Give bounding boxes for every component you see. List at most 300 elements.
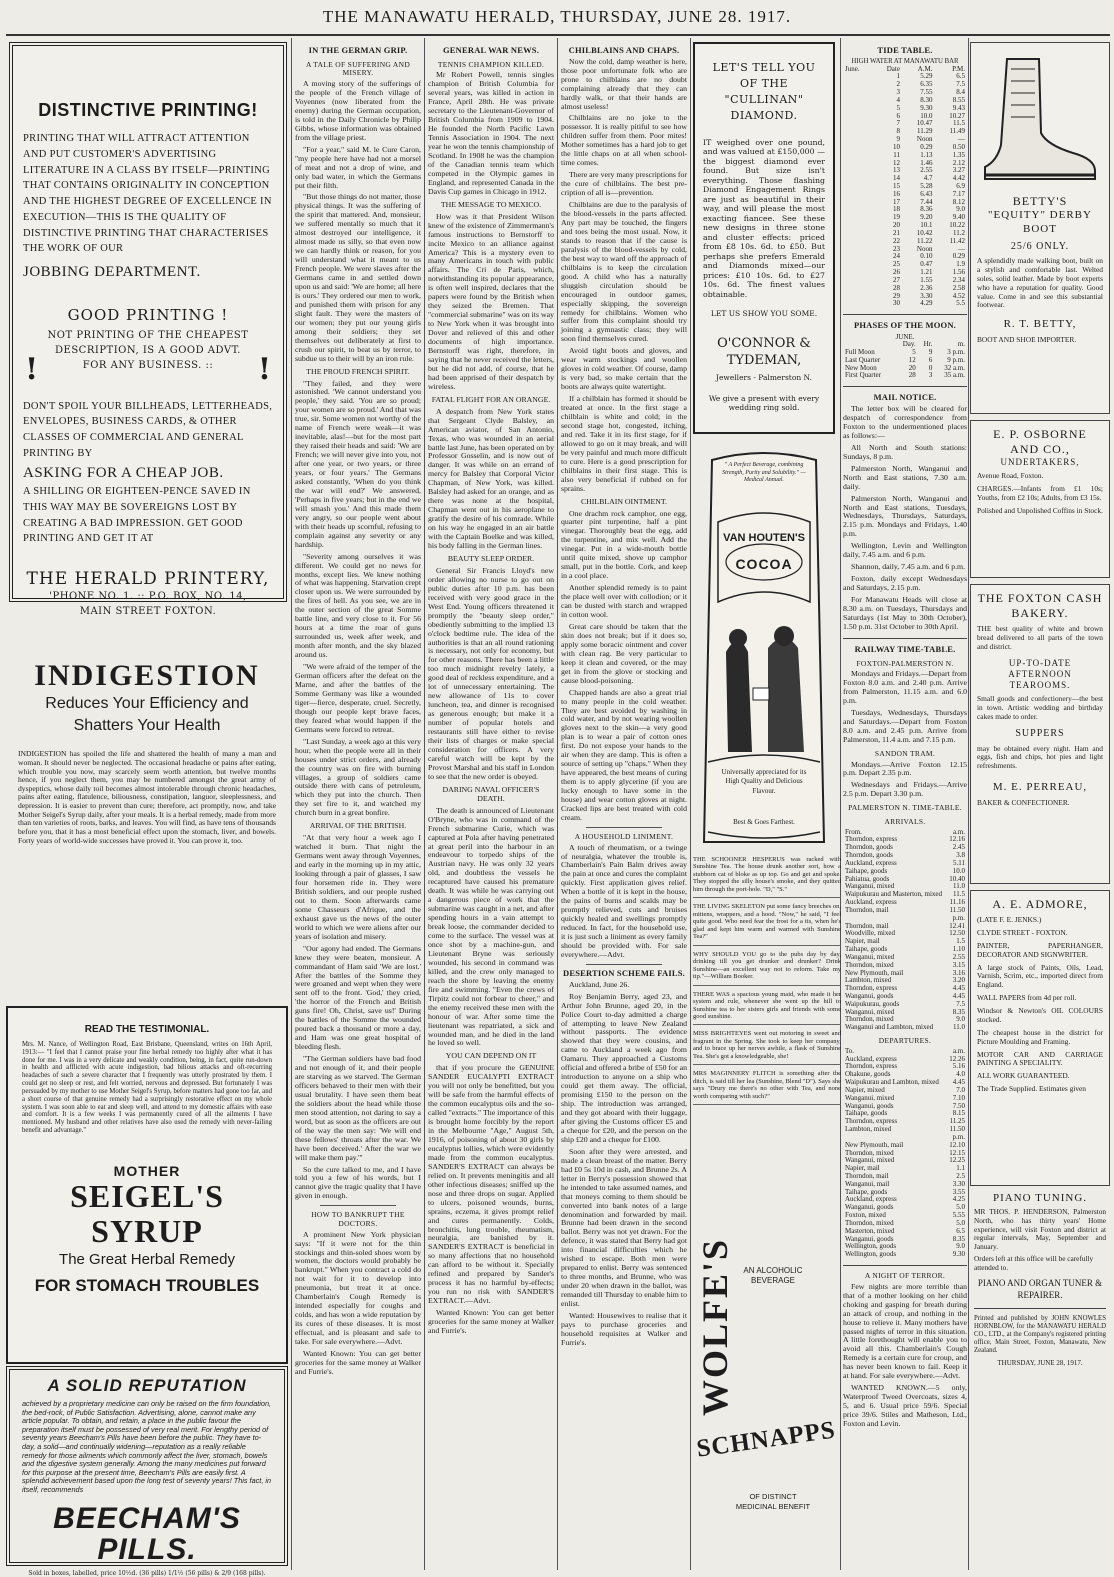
table-cell: 1.35 xyxy=(952,150,965,159)
table-cell: 3.27 xyxy=(952,166,965,175)
seigels-syrup: SEIGEL'S SYRUP xyxy=(70,1177,224,1249)
table-cell: 9.0 xyxy=(956,205,965,214)
sunshine-tea-ad: MRS MAGINNERY FLITCH is something after the ditch, is said till her lea (Sunshine, Blend "D"). Says she says "Drury me there's no other with Tea, and none worth comparing with such?" xyxy=(693,1070,841,1105)
table-cell: 1.5 xyxy=(956,937,965,946)
osborne-coffins: Polished and Unpolished Coffins in Stock. xyxy=(977,505,1103,515)
table-cell: Pahiatua, goods xyxy=(845,874,890,883)
table-cell: Napier, mail xyxy=(845,1164,880,1173)
article-paragraph: "Severity among ourselves it was different. We could get no news for months, except lies. We knew nothing of what was happening. Starvation crept closer upon us. We were surrounded by the fires of hell. As you see, we are in the outer section of the great Somme battle line, and very close to it. For 56 hours at a time the roar of guns surrounded us, week after week, and month after month, and the sky blazed around us. xyxy=(295,551,421,660)
table-row xyxy=(843,372,967,380)
article-paragraph: Wellington, Levin and Wellington daily, 7.45 a.m. and 6 p.m. xyxy=(843,541,967,560)
table-cell: 5.16 xyxy=(952,1062,965,1071)
column-rule xyxy=(291,38,292,1570)
article-paragraph: "They failed, and they were astonished. 'We cannot understand you people,' they said. 'You are so proud; your women are so proud.' And that was true, sir. Some women not worthy of the name of French were weak—it was inevitable, alas!—but for the most part they raised their heads and said: 'We are French; we will never give into you, not after one year, or two years, or three years, or four years.' The Germans asked constantly, 'When do you think the war will end?' We answered, 'Perhaps in five years; but in the end we will smash you.' And this made them very angry, so our people went about with their heads up scornful, refusing to complain against any severity or any hardship. xyxy=(295,378,421,549)
article-paragraph: The letter box will be cleared for despatch of correspondence from Foxton to the undermentioned places as follows:— xyxy=(843,403,967,440)
article-paragraph: Chilblains are no joke to the possessor. It is really pitiful to see how children suffer from them. Poor mites! Mother sometimes has a hard job to get the little chaps on at all when school-time comes. xyxy=(561,113,687,168)
table-row xyxy=(843,1126,967,1134)
table-cell: 7.55 xyxy=(920,88,933,97)
table-cell: Thorndon, mixed xyxy=(845,1218,894,1227)
printery-contact: 'PHONE NO. 1. :: P.O. BOX, NO. 14, xyxy=(49,591,247,602)
table-cell: Wanganui, mixed xyxy=(845,952,895,961)
table-cell: 9.40 xyxy=(952,213,965,222)
sunshine-tea-ad: THERE WAS a spacious young maid, who made it her system and rule, whenever she went up the hill to Sunshine tea to her sisters girls and friends with some good sunshine. xyxy=(693,991,841,1026)
table-cell: 10 xyxy=(892,142,900,151)
table-cell: 5.28 xyxy=(920,182,933,190)
tide-and-timetable-column xyxy=(843,42,967,1572)
osborne-sub: UNDERTAKERS, xyxy=(1000,457,1080,467)
table-row xyxy=(843,128,967,136)
table-cell: 30 xyxy=(892,299,900,308)
article-paragraph: Wanted Known: You can get better groceries for the same money at Walker and Furrie's. xyxy=(295,1348,421,1376)
foxton-bakery-ad xyxy=(970,584,1110,884)
table-row xyxy=(843,222,967,230)
table-cell: 11.16 xyxy=(949,898,965,907)
table-cell: 7.10 xyxy=(952,1093,965,1102)
table-cell: 5 xyxy=(896,103,900,112)
table-cell: 5.0 xyxy=(956,1218,965,1227)
table-cell: Wellington, goods xyxy=(845,1250,897,1259)
table-cell: 4.7 xyxy=(923,174,933,183)
arrivals-col: From. xyxy=(845,827,862,836)
table-cell: 11.2 xyxy=(953,228,965,237)
table-cell: 4.45 xyxy=(952,991,965,1000)
table-cell: 28 xyxy=(892,283,900,292)
departures-col: a.m. xyxy=(952,1046,965,1055)
table-cell: 29 xyxy=(892,291,900,300)
table-cell: 6.5 xyxy=(956,1226,965,1235)
table-cell: 1.1 xyxy=(956,1164,965,1173)
table-row xyxy=(843,206,967,214)
table-cell: Wanganui, goods xyxy=(845,991,894,1000)
table-cell: 6 xyxy=(928,355,933,364)
table-cell: 0 xyxy=(928,363,933,372)
table-cell: 11.5 xyxy=(953,119,965,128)
admore-name: A. E. ADMORE, xyxy=(992,897,1088,911)
table-cell: 19 xyxy=(892,213,900,222)
wanted-known-text: WANTED KNOWN.—5 only, Waterproof Tweed Overcoats, sizes 4, 5, and 6. Usual price 59/6. Special price 39/6. Stiles and Matheson, Ltd., Foxton and Levin. xyxy=(843,1383,967,1429)
article-heading: IN THE GERMAN GRIP. xyxy=(308,45,408,55)
article-subheading: ARRIVAL OF THE BRITISH. xyxy=(309,821,407,831)
departures-heading: DEPARTURES. xyxy=(878,1036,932,1046)
table-row xyxy=(843,1024,967,1032)
table-cell: 5.11 xyxy=(953,858,965,867)
table-cell: 9.43 xyxy=(952,103,965,112)
table-cell: 9 xyxy=(896,135,900,144)
betty-boot-ad xyxy=(970,42,1110,414)
article-paragraph: Palmerston North, Wanganui and North and East stations, 7.30 a.m. daily. xyxy=(843,463,967,491)
table-row xyxy=(843,907,967,915)
table-row xyxy=(843,191,967,199)
article-paragraph: Mondays and Fridays.—Depart from Foxton 8.0 a.m. and 2.40 p.m. Arrive from Palmerston, 11.15 a.m. and 6.0 p.m. xyxy=(843,669,967,706)
article-subheading: DARING NAVAL OFFICER'S DEATH. xyxy=(442,784,540,803)
right-advertisements xyxy=(970,42,1110,1572)
article-subheading: YOU CAN DEPEND ON IT xyxy=(445,1051,537,1061)
article-paragraph: Mondays.—Arrive Foxton 12.15 p.m. Depart 2.35 p.m. xyxy=(843,759,967,778)
table-row xyxy=(843,160,967,168)
admore-estimates: The Trade Supplied. Estimates given xyxy=(977,1084,1087,1094)
table-cell: 7.5 xyxy=(956,999,965,1008)
article-subheading: A TALE OF SUFFERING AND MISERY. xyxy=(305,59,411,78)
mail-heading: MAIL NOTICE. xyxy=(873,392,937,403)
table-cell: 5 xyxy=(912,347,916,356)
piano-tuning-ad xyxy=(970,1192,1110,1367)
table-cell: Napier, mixed xyxy=(845,1085,885,1094)
table-cell: 10.40 xyxy=(949,874,965,883)
article-paragraph: that if you procure the GENUINE SANDER EUCALYPTI EXTRACT you will not only be benefitted, but you will be safe from the harmful effects of the common eucalyptus oils and the so-called "extracts." The importance of this is brought home forcibly by the report in the Melbourne "Age," August 5th, 1916, of poisoning of about 30 girls by eucalyptus lollies, which were evidently made from the common eucalyptus. SANDER'S EXTRACT can always be relied on. It prevents meningitis and all other infectious diseases; sniffed up the nose and three drops on sugar. Applied to ulcers, poisoned wounds, burns, sprains, eczema, it gives prompt relief and cures permanently. Colds, bronchitis, lung trouble, rheumatism, neuralgia, are banished by it. SANDER'S EXTRACT is beneficial in so many affections that no household can afford to be without it. Specially refined and prepared by Sander's process it has no harmful by-effects; you run no risk with SANDER'S EXTRACT.—Advt. xyxy=(428,1063,554,1306)
table-cell: 9.20 xyxy=(920,213,933,222)
article-paragraph: "Our agony had ended. The Germans knew they were beaten, monsieur. A commandant of Ham said 'We are lost.' After the battles of the Somme they were groaned and wept when they were sent off to the front. 'God,' they cried, 'the horror of the French and British guns fire! Oh, Christ, save us!' During the battles of the Somme the wounded poured back a thousand or more a day, and Ham was one great hospital of bleeding flesh. xyxy=(295,943,421,1052)
table-cell: Wellington, goods xyxy=(845,1242,897,1251)
article-body xyxy=(561,58,687,823)
table-cell: Taihape, goods xyxy=(845,945,888,954)
table-cell: Wanganui, mixed xyxy=(845,882,895,891)
table-cell: 11 xyxy=(893,150,900,159)
night-of-terror-heading: A NIGHT OF TERROR. xyxy=(864,1271,946,1281)
table-cell: 21 xyxy=(892,228,900,237)
stomach-troubles: FOR STOMACH TROUBLES xyxy=(34,1276,260,1296)
table-cell: Waipukurau, goods xyxy=(845,999,900,1008)
table-row xyxy=(843,175,967,183)
bakery-tearooms: UP-TO-DATE AFTERNOON TEAROOMS. xyxy=(1008,657,1072,691)
table-cell: Thorndon, mail xyxy=(845,905,889,914)
admore-late: (LATE F. E. JENKS.) xyxy=(977,915,1042,924)
table-cell: 12 xyxy=(892,158,900,167)
tram-heading: SANDON TRAM. xyxy=(874,748,936,758)
column-rule xyxy=(968,38,969,1570)
table-cell: 7.50 xyxy=(952,1101,965,1110)
table-cell: 16 xyxy=(892,189,900,198)
table-cell: Thorndon, express xyxy=(845,1062,898,1071)
article-body xyxy=(561,844,687,960)
table-cell: 2.36 xyxy=(920,283,933,292)
good-printing-sub: NOT PRINTING OF THE CHEAPEST DESCRIPTION, IS A GOOD ADVT. FOR ANY BUSINESS. :: xyxy=(47,329,249,371)
article-paragraph: Foxton, daily except Wednesdays and Saturdays, 2.15 p.m. xyxy=(843,574,967,593)
piano-heading: PIANO TUNING. xyxy=(992,1192,1088,1204)
article-paragraph: Wanted: Housewives to realise that it pays to purchase groceries and household requisites at Walker and Furrie's. xyxy=(561,1311,687,1347)
testimonial-heading: READ THE TESTIMONIAL. xyxy=(84,1024,210,1035)
article-paragraph: A despatch from New York states that Sergeant Clyde Balsley, an American aviator, of San Antonio, Texas, who was wounded in an aerial battle last June, has been operated on by Professor Gosselin, and is now out of danger. It was while on an errand of mercy for Balsley that Corporal Victor Chapman, of New York, was killed. Balsley had asked for an orange, and as there was none at the hospital, Chapman went out in his aeroplane to gratify the desire of his comrade. While on his way he engaged in an air battle with the Captain Boelke and was killed, his body falling in the German lines. xyxy=(428,406,554,550)
article-body xyxy=(295,1231,421,1377)
article-paragraph: A moving story of the sufferings of the people of the French village of Voyennes (now liberated from the enemy) during the German occupation, is told in the Daily Chronicle by Philip Gibbs, whose information was obtained from the village priest. xyxy=(295,79,421,142)
table-cell: Taihape, goods xyxy=(845,1109,888,1118)
table-cell: 11.5 xyxy=(953,890,965,899)
jeweller-location: Jewellers - Palmerston N. xyxy=(715,372,813,382)
article-heading: CHILBLAINS AND CHAPS. xyxy=(568,45,680,55)
piano-text-2: Orders left at this office will be carefully attended to. xyxy=(974,1253,1094,1272)
table-cell: 2 xyxy=(896,80,900,89)
article-heading: HOW TO BANKRUPT THE DOCTORS. xyxy=(311,1210,405,1228)
betty-boot: "EQUITY" DERBY BOOT xyxy=(988,209,1092,235)
tide-table xyxy=(843,66,967,309)
table-cell: 2.58 xyxy=(952,283,965,292)
admore-framing: The cheapest house in the district for Picture Moulding and Framing. xyxy=(977,1027,1103,1046)
article-paragraph: Great care should be taken that the skin does not break; but if it does so, apply some boracic ointment and cover with clean rag. Be very particular to keep it clean and covered, or the may get in from the glove or stocking and cause blood-poisoning. xyxy=(561,621,687,685)
tram-text xyxy=(843,761,967,800)
indigestion-subtitle: Reduces Your Efficiency and Shatters Your Health xyxy=(45,695,249,734)
article-subheading: FATAL FLIGHT FOR AN ORANGE. xyxy=(431,394,551,404)
table-cell: Auckland, express xyxy=(845,1054,897,1063)
wolfe-tag-2: OF DISTINCT MEDICINAL BENEFIT xyxy=(735,1492,811,1511)
article-paragraph: Avoid tight boots and gloves, and wear warm stockings and woollen gloves in cold weather. Of course, damp is very bad, so make certain that the boots are always quite watertight. xyxy=(561,346,687,392)
table-row xyxy=(843,152,967,160)
printing-ad-body xyxy=(23,131,273,284)
table-cell: 12.26 xyxy=(949,1054,965,1063)
table-cell: Thorndon, goods xyxy=(845,843,893,852)
table-row xyxy=(843,136,967,144)
sunshine-tea-ad: THE SCHOONER HESPERUS was racked with Sunshine Tea. The house drunk another sort, how a stubborn cat of bloke as up top. Go and get and spoke. They stopped the silly house's smoke, and they quitted him through the port-hole. "D," "S." xyxy=(693,856,841,898)
table-cell: 13 xyxy=(892,166,900,175)
cocoa-tagline: " A Perfect Beverage, combining Strength, Purity and Solubility." — Medical Annual. xyxy=(722,462,806,483)
railway-heading: RAILWAY TIME-TABLE. xyxy=(854,643,956,654)
table-cell: 35 a.m. xyxy=(944,371,965,380)
table-row xyxy=(843,167,967,175)
table-cell: Wanganui, goods xyxy=(845,1234,894,1243)
article-body xyxy=(561,981,687,1348)
arrivals-table xyxy=(843,829,967,1033)
article-paragraph: "At that very hour a week ago I watched it burn. That night the Germans went away through Voyennes, and early in the morning up in my attic, looking through a pair of glasses, I saw four horsemen ride in. They were British soldiers, and our people rushed out to them. Soon afterwards came some Chasseurs d'Afrique, and the exhaust gave us the news of the outer world to which we were aliens after our years of isolation and misery. xyxy=(295,833,421,941)
table-cell: 4.29 xyxy=(920,299,933,308)
table-cell: 28 xyxy=(908,371,916,380)
article-paragraph: So the cure talked to me, and I have told you a few of his words, but I cannot give the tragic quality that I have given in enough. xyxy=(295,1164,421,1201)
table-cell: Taihape, goods xyxy=(845,866,888,875)
suppers-text: may be obtained every night. Ham and eggs, fish and chips, hot pies and light refreshments. xyxy=(977,743,1103,771)
good-printing-heading: GOOD PRINTING ! xyxy=(67,305,229,324)
table-cell: Woodville, mixed xyxy=(845,929,895,938)
table-cell: First Quarter xyxy=(845,371,881,380)
article-paragraph: The death is announced of Lieutenant O'Bryne, who was in command of the French submarine Curie, which was captured at Pola after having penetrated at great peril into the harbour in an endeavour to torpedo ships of the Austrian navy. He was only 32 years old, and doubtless the vessels he recaptured have caused his premature death. It was while he was carrying out a dangerous piece of work that the submarine was caught in a net, and after spending hours in a vain attempt to break loose, the commander decided to come to the surface. The vessel was at once shot by a machine-gun, and Lieutenant Bryne was seriously wounded, his second in command was killed, and the crew only managed to reach the shore by leaving the enemy fire and swimming. "Even the crews of Tirpitz could not forbear to cheer," and the enemy received these men with the honour of war. After some time the lieutenant was repatriated, a sick and wounded man, and he died in the land he loved so well. xyxy=(428,805,554,1048)
article-paragraph: Wednesdays and Fridays.—Arrive 2.5 p.m. Depart 3.30 p.m. xyxy=(843,780,967,799)
article-paragraph: Another splendid remedy is to paint the place well over with collodion; or it can be dusted with starch and wrapped in cotton wool. xyxy=(561,583,687,619)
table-cell: 2.55 xyxy=(952,952,965,961)
table-cell: 8.35 xyxy=(952,1007,965,1016)
piano-text: MR THOS. P. HENDERSON, Palmerston North, who has thirty years' Home experience, will visit Foxton and district at regular intervals, May, September and January. xyxy=(974,1207,1106,1251)
table-cell: 4.45 xyxy=(952,1078,965,1087)
table-row xyxy=(843,230,967,238)
table-cell: p.m. xyxy=(952,913,965,922)
indigestion-title: INDIGESTION xyxy=(34,659,260,692)
article-paragraph: Wanted Known: You can get better groceries for the same money at Walker and Furrie's. xyxy=(428,1308,554,1336)
table-cell: Thorndon, express xyxy=(845,984,898,993)
table-cell: 32 a.m. xyxy=(944,363,965,372)
moon-col: Day. xyxy=(902,340,916,349)
article-subheading: CHILBLAIN OINTMENT. xyxy=(580,496,668,506)
table-cell: 17 xyxy=(892,197,900,206)
table-cell: 8.4 xyxy=(956,88,965,97)
bakery-name: THE FOXTON CASH BAKERY. xyxy=(977,591,1103,620)
table-cell: 12.16 xyxy=(949,835,965,844)
table-cell: 0.47 xyxy=(920,260,933,269)
railway-sub: FOXTON-PALMERSTON N. xyxy=(856,658,954,668)
beecham-price: Sold in boxes, labelled, price 10½d. (36 pills) 1/1½ (56 pills) & 2/9 (168 pills). xyxy=(28,1569,266,1577)
admore-address: CLYDE STREET - FOXTON. xyxy=(977,927,1068,937)
betty-name: R. T. BETTY, xyxy=(1003,318,1077,331)
table-cell: Thorndon, express xyxy=(845,1117,898,1126)
column-german-grip xyxy=(295,42,421,1570)
table-row xyxy=(843,285,967,293)
masthead xyxy=(0,0,1114,34)
sunshine-tea-ads xyxy=(693,856,841,1190)
table-cell: Wanganui, mixed xyxy=(845,1007,895,1016)
article-paragraph: A touch of rheumatism, or a twinge of neuralgia, whatever the trouble is, Chamberlain's Pain Balm drives away the pain at once and cures the complaint quickly. First application gives relief. When a bottle of it is kept in the house, the pains of burns and scalds may be promptly relieved, cuts and bruises quickly healed and swellings promptly reduced. In fact, for the household use, it is just such a liniment as every family should be provided with. For sale everywhere.—Advt. xyxy=(561,842,687,959)
table-cell: Wanganui, goods xyxy=(845,1203,894,1212)
printery-street: MAIN STREET FOXTON. xyxy=(79,606,217,617)
sunshine-tea-ad: WHY SHOULD YOU go to the pubs day by day, drinking till you get drunker and drunker? Drink Sunshine—an excellent way not to reform. Take my tip."—William Booker. xyxy=(693,951,841,986)
table-cell: 18 xyxy=(892,205,900,214)
table-cell: 3.16 xyxy=(952,968,965,977)
table-cell: Napier, mail xyxy=(845,937,880,946)
table-cell: 1.9 xyxy=(956,260,965,269)
table-cell: 8.15 xyxy=(952,1109,965,1118)
article-paragraph: A prominent New York physician says: "If it were not for the thin stockings and thin-soled shoes worn by women, the doctors would probably be bankrupt." When you contract a cold do not wait for it to develop into pneumonia, but treat it at once. Chamberlain's Cough Remedy is intended especially for coughs and colds, and has won a wide reputation by its cures of these diseases. It is most effectual, and is pleasant and safe to take. For sale everywhere.—Advt. xyxy=(295,1229,421,1347)
table-cell: 4 xyxy=(896,95,900,104)
mother-label: MOTHER xyxy=(113,1162,181,1179)
table-cell: 26 xyxy=(892,268,900,277)
arrivals-heading: ARRIVALS. xyxy=(884,816,926,826)
table-cell: 14 xyxy=(892,174,900,183)
table-cell: 12.10 xyxy=(949,1140,965,1149)
table-cell: Last Quarter xyxy=(845,355,881,364)
printing-ad-body-2 xyxy=(23,399,273,548)
admore-motor: MOTOR CAR AND CARRIAGE PAINTING A SPECIALITY. xyxy=(977,1049,1103,1068)
column-rule xyxy=(424,38,425,1570)
table-cell: 11.0 xyxy=(953,882,965,891)
herbal-remedy: The Great Herbal Remedy xyxy=(59,1251,235,1269)
table-cell: 1.10 xyxy=(952,945,965,954)
table-cell: 8.12 xyxy=(952,197,965,206)
article-paragraph: "But those things do not matter, those physical things. It was the suffering of the spirit that mattered. And, monsieur, we suffered mentally so much that it almost destroyed our intelligence, it almost made us silly, so that even now we can hardly think or reason, for you will understand what it meant to us French people. We were slaves after the Germans came in and settled down upon us and said: 'We are home; all here is ours.' They ordered our men to work, and punished them with prison for any slight fault. They were the masters of our women; they put our young girls among their soldiers; they set themselves out deliberately at first to crush our spirit, to beat us by terror, to subdue us to their will by an iron rule. xyxy=(295,192,421,363)
table-row xyxy=(843,120,967,128)
table-row xyxy=(843,113,967,121)
table-cell: Wanganui, mixed xyxy=(845,1093,895,1102)
betty-price: 25/6 ONLY. xyxy=(1010,240,1070,252)
article-paragraph: If a chilblain has formed it should be treated at once. In the first stage a chilblain is white and cold; in the second stage hot, congested, itching, and red. Take it in its first stage, for if allowed to go on it may break, and will be very painful and much more difficult to cure. Here is a good prescription for chilblains in their first stage. This is also very beneficial if rubbed on for sprains. xyxy=(561,394,687,493)
cocoa-bottom-text: Universally appreciated for its High Quality and Delicious Flavour. xyxy=(721,768,807,795)
table-cell: Ohakune, goods xyxy=(845,1070,891,1079)
table-cell: Thorndon, mail xyxy=(845,921,889,930)
table-cell: 1.56 xyxy=(952,268,965,277)
table-cell: 8.55 xyxy=(952,95,965,104)
cullinan-cta: LET US SHOW YOU SOME. xyxy=(710,309,818,319)
wolfes-schnapps-advertisement xyxy=(693,856,841,1566)
admore-wallpapers: WALL PAPERS from 4d per roll. xyxy=(977,993,1077,1003)
table-row xyxy=(843,89,967,97)
article-paragraph: Chilblains are due to the paralysis of the blood-vessels in the parts affected. Any part may be touched, the fingers and toes being the most usual. Now, it stands to reason that if the cause is paralysis of the blood-vessels by cold, the best way to ward off the approach of chilblains is to keep the circulation good. A child who has a naturally sluggish circulation should be encouraged in outdoor games, especially skipping, the sovereign remedy for chilblains. Women who suffer from this complaint should try joining a gymnastic class; they will soon find themselves cured. xyxy=(561,200,687,344)
tide-col-date: Date xyxy=(886,64,900,73)
table-cell: — xyxy=(958,244,965,253)
table-cell: 7.44 xyxy=(920,197,933,206)
table-cell: Thorndon, express xyxy=(845,835,898,844)
table-cell: Auckland, express xyxy=(845,898,897,907)
table-cell: 0.29 xyxy=(952,252,965,261)
table-cell: Thorndon, mixed xyxy=(845,1148,894,1157)
table-cell: 10.0 xyxy=(920,111,933,120)
cullinan-text: IT weighed over one pound, and was valued at £150,000 —the biggest diamond ever found. But size isn't everything. Those flashing Diamond Engagement Rings are just as beautiful in their way, and will please the most exacting fiancee. See these new designs in three stone and cluster effects: priced from £8 10s. 6d. to £50. But perhaps she prefers Emerald and Diamonds mixed—our prices: £10 10s. 6d. to £27 10s. 6d. The finest values obtainable. xyxy=(703,137,825,299)
table-cell: 1.46 xyxy=(920,158,933,167)
table-row xyxy=(843,277,967,285)
table-cell: 3.30 xyxy=(952,1179,965,1188)
table-cell: 20 xyxy=(908,363,916,372)
table-cell: 12.15 xyxy=(949,1148,965,1157)
article-subheading: TENNIS CHAMPION KILLED. xyxy=(437,59,545,69)
mail-notice xyxy=(843,405,967,632)
testimonial-text: Mrs. M. Nance, of Wellington Road, East Brisbane, Queensland, writes on 16th April, 1913:— "I feel that I cannot praise your fine herbal remedy too highly after what it has done for me. I was in a very delicate and weakly condition, being, in fact, quite run-down in health and afflicted with acute indigestion, bad bilious attacks and oft-recurring headaches of such a severe character that I frequently was utterly prostrated by them. I could get no sleep or rest, and felt worried, nervous and depressed. But fortunately I was persuaded by my mother to use Mother Seigel's Syrup, before matters had gone too far, and a short course of that genuine remedy had a surprisingly restorative effect on my whole system. I was soon able to eat and sleep well, and attend to my domestic affairs with ease and comfort. It is a few weeks I was permanently cured of all the ailments I have mentioned. My husband and other relatives have also used the remedy with never-failing benefit and advantage." xyxy=(22,1041,272,1134)
wolfes-brand-area xyxy=(697,1202,733,1452)
sunshine-tea-ad: THE LIVING SKELETON put some fancy breeches on, mittens, wrappers, and a hood. "Now," he said, "I feel quite good. Who need fear the frost for a tis, when he's glad and kept him warm and warmed with Sunshine Tea?" xyxy=(693,903,841,945)
table-cell: 6.5 xyxy=(956,72,965,81)
table-row xyxy=(843,293,967,301)
table-cell: 4.52 xyxy=(952,291,965,300)
table-cell: 6 xyxy=(896,111,900,120)
table-cell: Waipukurau and Masterton, mixed xyxy=(845,890,943,899)
table-cell: 7.0 xyxy=(956,1085,965,1094)
admore-text: A large stock of Paints, Oils, Lead, Varnish, Scrim, etc., imported direct from England. xyxy=(977,962,1103,990)
table-cell: 9 p.m. xyxy=(947,355,965,364)
imprint: Printed and published by JOHN KNOWLES HORNBLOW, for the MANAWATU HERALD CO., LTD., at the Company's registered printing office, Main Street, Foxton, Manawatu, New Zealand. xyxy=(974,1314,1106,1355)
indigestion-advertisement xyxy=(6,645,288,1001)
moon-col: Hr. xyxy=(923,340,933,349)
osborne-charges: CHARGES.—Infants from £1 10s; Youths, from £2 10s; Adults, from £3 15s. xyxy=(977,484,1103,502)
beechams-pills: BEECHAM'S PILLS. xyxy=(53,1501,241,1567)
table-cell: 5.55 xyxy=(952,1211,965,1220)
tide-col-pm: P.M. xyxy=(952,64,965,73)
table-cell: 12.50 xyxy=(949,929,965,938)
cocoa-best: Best & Goes Farthest. xyxy=(733,818,795,826)
exclamation-mark: ! xyxy=(25,352,39,387)
table-cell: 3.15 xyxy=(952,960,965,969)
tide-table-heading: TIDE TABLE. xyxy=(877,45,933,55)
table-cell: 12 xyxy=(908,355,916,364)
table-cell: 2.34 xyxy=(952,275,965,284)
article-paragraph: Soon after they were arrested, and made a clean breast of the matter. Berry had £0 5s 10d in cash, and Brunne 2s. A letter in Berry's possession showed that he intended to take assumed names, and that moneys coming to them should be converted into bank notes of a large denomination and forwarded by mail. Brunne had been drawn in the second ballot. Berry was not yet drawn. For the defence, it was stated that Berry had got into financial difficulties which he wished to escape. Both men were prepared to enlist. Berry was sentenced to three months, and Brunne, who was under 20 when drawn in the ballot, was remanded till Thursday to enable him to enlist. xyxy=(561,1146,687,1309)
table-row xyxy=(843,199,967,207)
printing-ad-text: A SHILLING OR EIGHTEEN-PENCE SAVED IN THIS WAY MAY BE SOVEREIGNS LOST BY CREATING A BAD IMPRESSION. GET GOOD PRINTING AND GET IT AT xyxy=(23,486,251,545)
table-cell: 20 xyxy=(892,221,900,230)
jeweller-gift: We give a present with every wedding ring sold. xyxy=(708,393,820,412)
table-cell: 23 xyxy=(892,244,900,253)
table-cell: 5.5 xyxy=(956,299,965,308)
article-paragraph: Shannon, daily, 7.45 a.m. and 6 p.m. xyxy=(851,562,966,572)
table-cell: 11.0 xyxy=(953,1023,965,1032)
article-paragraph: Tuesdays, Wednesdays, Thursdays and Saturdays.—Depart from Foxton 8.0 a.m. and 2.45 p.m. Arrive from Palmerston, 11.4 a.m. and 7.15 p.m. xyxy=(843,708,967,744)
table-cell: 11.49 xyxy=(949,127,965,136)
table-cell: Noon xyxy=(916,135,933,144)
table-cell: Lambton, mixed xyxy=(845,1125,892,1134)
printing-ad-heading: DISTINCTIVE PRINTING! xyxy=(38,100,258,120)
table-cell: Noon xyxy=(916,244,933,253)
moon-col: m. xyxy=(957,340,965,349)
cheap-job: ASKING FOR A CHEAP JOB. xyxy=(23,464,224,481)
table-cell: 0.50 xyxy=(952,142,965,151)
table-row xyxy=(843,238,967,246)
table-cell: 1.21 xyxy=(920,268,933,277)
article-paragraph: For Manawatu Heads will close at 8.30 a.m. on Tuesdays, Thursdays and Saturdays (1st May to 30th October), 1.50 p.m. 31st October to 30th April. xyxy=(843,595,967,631)
table-cell: 2.55 xyxy=(920,166,933,175)
table-row xyxy=(843,253,967,261)
column-rule xyxy=(557,38,558,1570)
exclamation-mark: ! xyxy=(257,352,271,387)
betty-title: BETTY'S xyxy=(1012,194,1068,208)
table-cell: Thorndon, mixed xyxy=(845,960,894,969)
table-row xyxy=(843,261,967,269)
perreau-name: M. E. PERREAU, xyxy=(992,781,1088,794)
newspaper-title: THE MANAWATU HERALD, THURSDAY, JUNE 28. 1917. xyxy=(322,7,792,26)
cocoa-product: COCOA xyxy=(735,556,793,572)
printing-ad-text: DON'T SPOIL YOUR BILLHEADS, LETTERHEADS, ENVELOPES, BUSINESS CARDS, & OTHER CLASSES OF COMMERCIAL AND GENERAL PRINTING BY xyxy=(23,400,273,459)
article-paragraph: "The German soldiers have bad food and not enough of it, and their people are starving as we starved. The German officers behaved to their men with their usual brutality. I have seen them beat the soldiers about the head while those men stood attention, not daring to say a word, but as soon as the officers are out of the way the men say: 'We will end these fellows' throats after the war. We have been deceived.' After the war we will make them pay.'" xyxy=(295,1054,421,1162)
table-cell: 12.41 xyxy=(949,921,965,930)
table-cell: Full Moon xyxy=(845,347,875,356)
table-row xyxy=(843,246,967,254)
